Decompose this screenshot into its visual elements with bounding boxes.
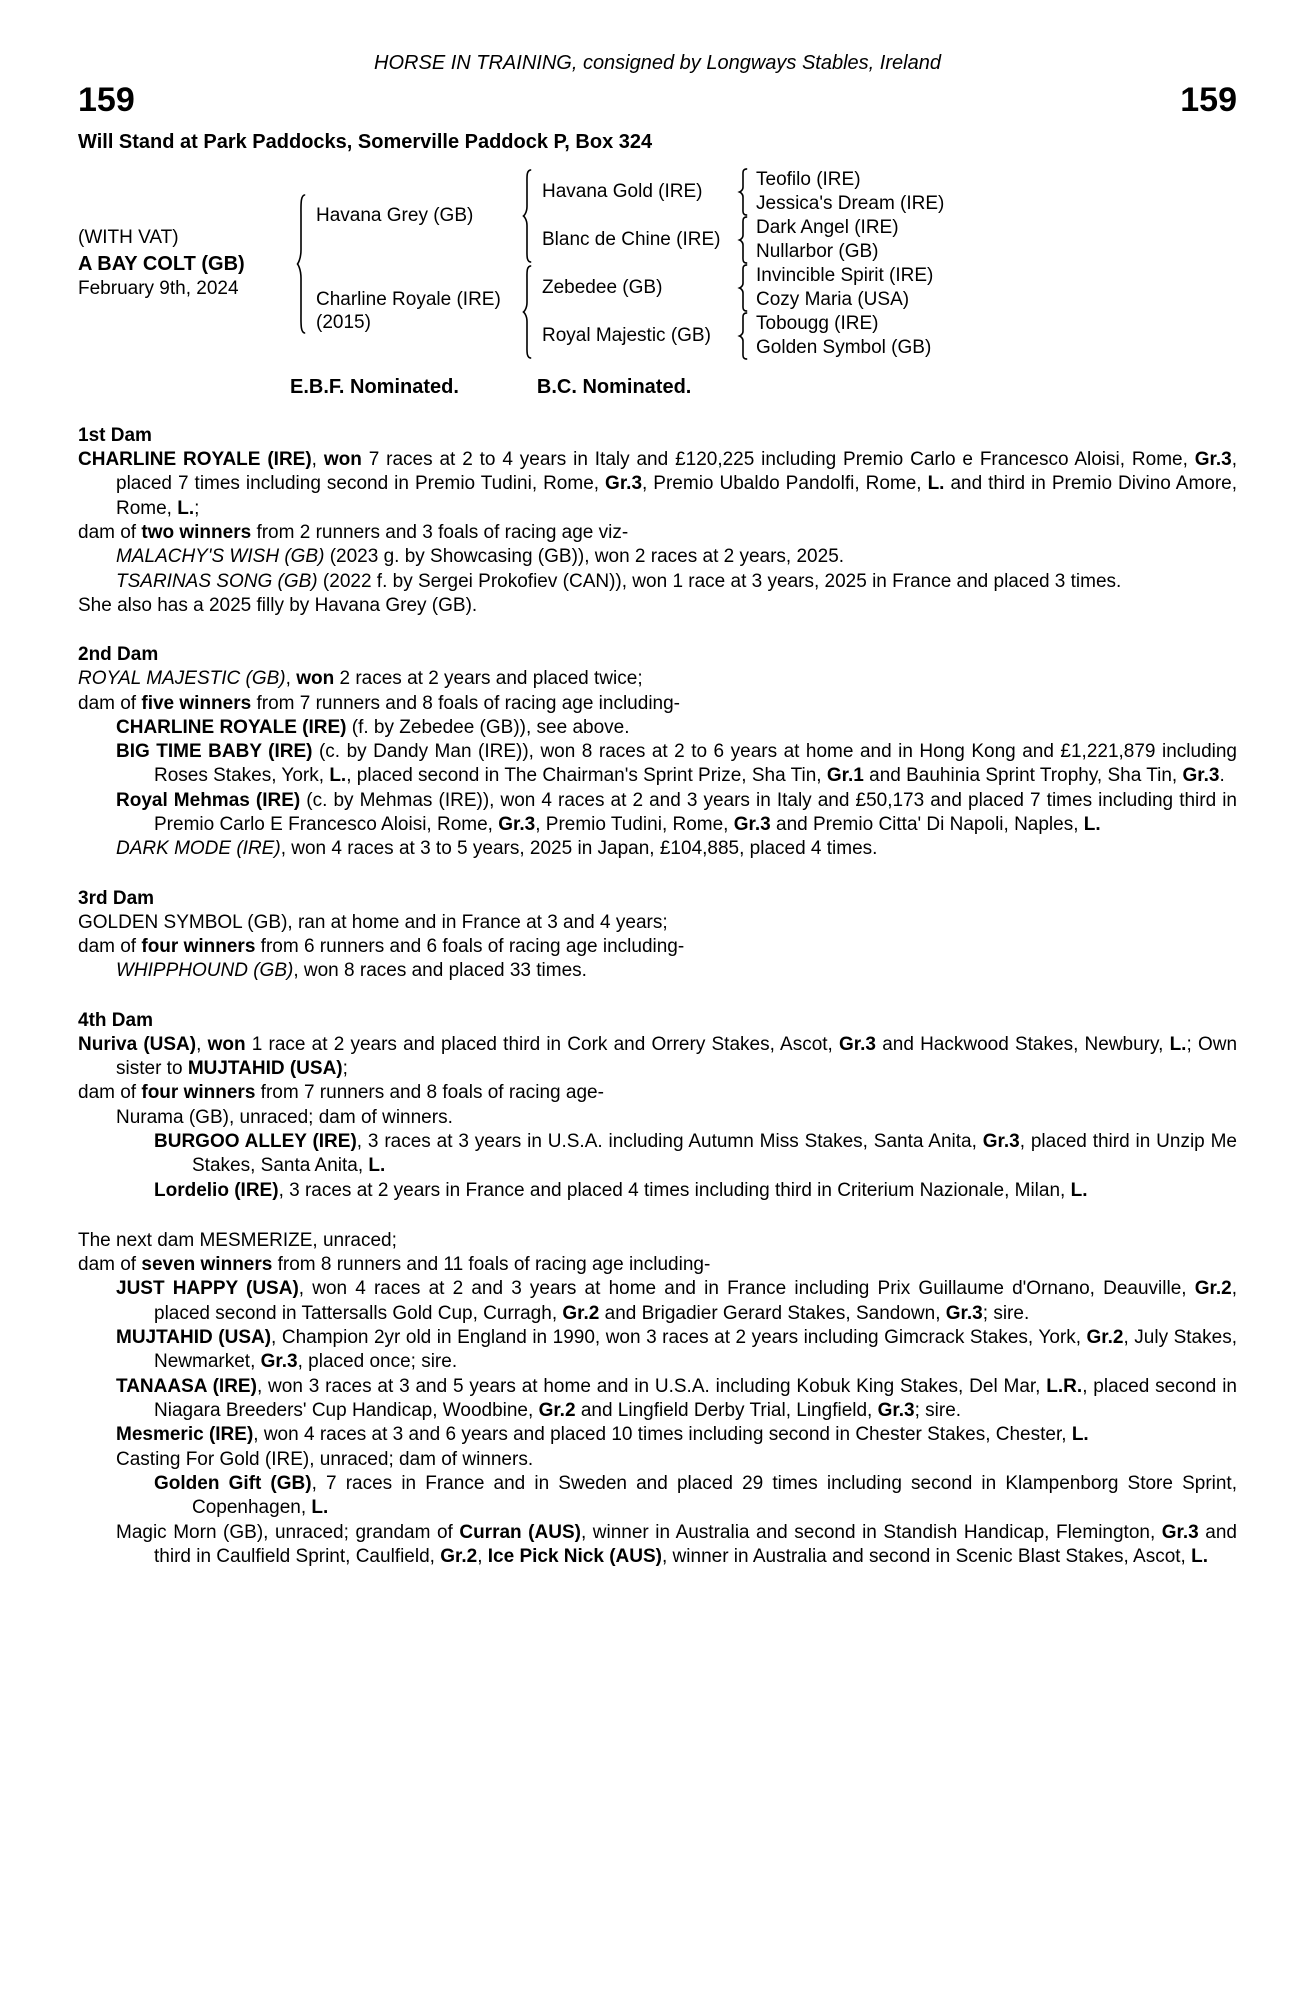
- text-run: five winners: [141, 692, 252, 714]
- dam-name: [316, 264, 516, 360]
- text-run: Gr.3: [1194, 449, 1232, 470]
- text-run: TSARINAS SONG (GB): [116, 570, 318, 592]
- text-run: Gr.3: [260, 1351, 298, 1373]
- dam-name-text: Charline Royale (IRE): [316, 289, 501, 311]
- text-run: , 3 races at 3 years in U.S.A. including Autumn Miss Stakes, Santa Anita,: [356, 1130, 983, 1152]
- pedigree-paragraph: [78, 1179, 1237, 1203]
- pedigree-paragraph: [78, 716, 1237, 740]
- text-run: Gr.3: [877, 1400, 915, 1421]
- text-run: L.: [1070, 1179, 1088, 1201]
- text-run: and Bauhinia Sprint Trophy, Sha Tin,: [863, 765, 1183, 787]
- pedigree-section: [78, 1229, 1237, 1569]
- text-run: L.R.: [1046, 1375, 1083, 1397]
- text-run: , placed second in Tattersalls Gold Cup, Curragh,: [154, 1278, 1237, 1324]
- text-run: ROYAL MAJESTIC (GB): [78, 668, 286, 690]
- pedigree-section: [78, 644, 1237, 862]
- text-run: , winner in Australia and second in Scenic Blast Stakes, Ascot,: [662, 1545, 1192, 1567]
- text-run: , Champion 2yr old in England in 1990, won 3 races at 2 years including Gimcrack Stakes, York,: [271, 1327, 1087, 1349]
- text-run: Mesmeric (IRE): [116, 1424, 254, 1446]
- text-run: , Premio Tudini, Rome,: [535, 814, 734, 836]
- text-run: dam of: [78, 1082, 142, 1104]
- pedigree-brace-gg1: [732, 168, 756, 216]
- ebf-nominated-label: E.B.F. Nominated.: [290, 376, 459, 398]
- pedigree-section: [78, 888, 1237, 984]
- pedigree-paragraph: [78, 594, 1237, 618]
- bc-nominated-label: B.C. Nominated.: [536, 376, 692, 398]
- great-grandparent-6: Cozy Maria (USA): [756, 288, 910, 310]
- great-grandparent-8: Golden Symbol (GB): [756, 336, 932, 358]
- pedigree-paragraph: [78, 1326, 1237, 1375]
- pedigree-paragraph: [78, 1253, 1237, 1277]
- text-run: from 7 runners and 8 foals of racing age-: [255, 1082, 604, 1104]
- text-run: , won 4 races at 3 and 6 years and placed 10 times including second in Chester Stakes, Chester,: [253, 1424, 1072, 1446]
- text-run: ,: [285, 668, 297, 690]
- pedigree-paragraph: [78, 448, 1237, 521]
- text-run: Lordelio (IRE): [154, 1179, 279, 1201]
- text-run: MUJTAHID (USA): [187, 1057, 343, 1079]
- pedigree-brace-main: [290, 192, 316, 336]
- pedigree-table: [78, 168, 1237, 360]
- text-run: (f. by Zebedee (GB)), see above.: [346, 716, 630, 738]
- text-run: , 7 races in France and in Sweden and placed 29 times including second in Klampenborg Store Sprint, Copenhagen,: [192, 1472, 1237, 1519]
- text-run: from 6 runners and 6 foals of racing age including-: [255, 936, 685, 957]
- text-run: four winners: [141, 1082, 256, 1104]
- text-run: ; sire.: [982, 1302, 1030, 1324]
- text-run: L.: [177, 497, 195, 519]
- text-run: won: [296, 668, 335, 690]
- section-heading: 4th Dam: [78, 1009, 153, 1031]
- text-run: Gr.2: [440, 1545, 478, 1567]
- granddam-2: Royal Majestic (GB): [542, 324, 711, 346]
- text-run: Ice Pick Nick (AUS): [487, 1545, 662, 1567]
- text-run: from 2 runners and 3 foals of racing age viz-: [251, 521, 629, 543]
- pedigree-paragraph: [78, 667, 1237, 691]
- nominations-row: [78, 376, 1237, 399]
- section-heading: 3rd Dam: [78, 887, 155, 909]
- great-grandparent-7: Tobougg (IRE): [756, 312, 879, 334]
- pedigree-paragraph: [78, 1106, 1237, 1130]
- text-run: TANAASA (IRE): [116, 1375, 257, 1397]
- text-run: 1 race at 2 years and placed third in Cork and Orrery Stakes, Ascot,: [245, 1033, 840, 1055]
- text-run: Gr.3: [982, 1130, 1020, 1152]
- section-heading: 2nd Dam: [78, 644, 159, 666]
- text-run: Gr.3: [605, 473, 643, 495]
- text-run: ,: [311, 449, 324, 470]
- text-run: ,: [196, 1033, 208, 1055]
- text-run: MALACHY'S WISH (GB): [116, 546, 325, 568]
- text-run: from 7 runners and 8 foals of racing age including-: [251, 692, 681, 714]
- text-run: four winners: [141, 936, 256, 957]
- text-run: (c. by Dandy Man (IRE)), won 8 races at 2 to 6 years at home and in Hong Kong and £1,221,879 including Roses Stakes, York,: [154, 741, 1237, 787]
- text-run: , won 3 races at 3 and 5 years at home and in U.S.A. including Kobuk King Stakes, Del Mar,: [256, 1375, 1047, 1397]
- pedigree-paragraph: [78, 1130, 1237, 1179]
- text-run: BIG TIME BABY (IRE): [116, 741, 313, 763]
- text-run: She also has a 2025 filly by Havana Grey (GB).: [78, 594, 478, 616]
- text-run: , Premio Ubaldo Pandolfi, Rome,: [642, 473, 928, 495]
- text-run: Gr.3: [733, 814, 771, 836]
- pedigree-paragraph: [78, 1277, 1237, 1326]
- pedigree-paragraph: [78, 1033, 1237, 1082]
- text-run: seven winners: [141, 1254, 273, 1276]
- great-grandparent-5: Invincible Spirit (IRE): [756, 264, 934, 286]
- text-run: Gr.3: [1161, 1521, 1199, 1543]
- text-run: L.: [368, 1155, 386, 1177]
- pedigree-paragraph: [78, 1081, 1237, 1105]
- text-run: Gr.3: [945, 1302, 983, 1324]
- text-run: dam of: [78, 521, 142, 543]
- text-run: Gr.1: [826, 765, 864, 787]
- text-run: The next dam MESMERIZE, unraced;: [78, 1229, 397, 1251]
- text-run: dam of: [78, 936, 142, 957]
- pedigree-section: [78, 425, 1237, 618]
- text-run: .: [1219, 765, 1225, 787]
- text-run: , July Stakes, Newmarket,: [154, 1327, 1237, 1373]
- text-run: CHARLINE ROYALE (IRE): [78, 449, 312, 470]
- text-run: DARK MODE (IRE): [116, 838, 281, 860]
- text-run: two winners: [141, 521, 252, 543]
- pedigree-brace-dam: [516, 264, 542, 360]
- text-run: GOLDEN SYMBOL (GB), ran at home and in France at 3 and 4 years;: [78, 911, 668, 933]
- pedigree-brace-gg2: [732, 216, 756, 264]
- pedigree-paragraph: [78, 545, 1237, 569]
- text-run: ; sire.: [914, 1400, 962, 1421]
- text-run: , placed third in Unzip Me Stakes, Santa Anita,: [192, 1130, 1237, 1177]
- sire-name: Havana Grey (GB): [316, 204, 474, 226]
- horse-name: A BAY COLT (GB): [78, 253, 245, 275]
- pedigree-paragraph: [78, 1448, 1237, 1472]
- text-run: Royal Mehmas (IRE): [116, 789, 301, 811]
- text-run: Gr.2: [562, 1302, 600, 1324]
- produce-record: [78, 425, 1237, 1569]
- text-run: Gr.3: [839, 1033, 876, 1055]
- horse-info: [78, 168, 290, 360]
- text-run: 2 races at 2 years and placed twice;: [334, 668, 643, 690]
- dam-year: (2015): [316, 312, 371, 333]
- text-run: , won 4 races at 3 to 5 years, 2025 in Japan, £104,885, placed 4 times.: [280, 838, 878, 860]
- pedigree-paragraph: [78, 911, 1237, 935]
- text-run: and Hackwood Stakes, Newbury,: [876, 1033, 1170, 1055]
- pedigree-paragraph: [78, 1375, 1237, 1424]
- great-grandparent-3: Dark Angel (IRE): [756, 216, 899, 238]
- pedigree-paragraph: [78, 692, 1237, 716]
- pedigree-paragraph: [78, 1521, 1237, 1570]
- text-run: and Lingfield Derby Trial, Lingfield,: [575, 1400, 878, 1421]
- pedigree-paragraph: [78, 570, 1237, 594]
- great-grandparent-1: Teofilo (IRE): [756, 168, 861, 190]
- text-run: (2023 g. by Showcasing (GB)), won 2 races at 2 years, 2025.: [324, 546, 845, 568]
- pedigree-paragraph: [78, 1229, 1237, 1253]
- pedigree-brace-gg4: [732, 312, 756, 360]
- text-run: (2022 f. by Sergei Prokofiev (CAN)), won 1 race at 3 years, 2025 in France and placed 3 times.: [317, 570, 1122, 592]
- text-run: Gr.2: [538, 1400, 576, 1421]
- text-run: (c. by Mehmas (IRE)), won 4 races at 2 and 3 years in Italy and £50,173 and placed 7 times including third in Premio Carlo E Francesco Aloisi, Rome,: [154, 789, 1237, 836]
- text-run: Gr.3: [498, 814, 536, 836]
- section-heading: 1st Dam: [78, 425, 152, 446]
- pedigree-paragraph: [78, 959, 1237, 983]
- text-run: Gr.3: [1182, 765, 1220, 787]
- text-run: , placed second in The Chairman's Sprint Prize, Sha Tin,: [346, 765, 827, 787]
- text-run: 7 races at 2 to 4 years in Italy and £120,225 including Premio Carlo e Francesco Aloisi, Rome,: [361, 449, 1195, 470]
- text-run: and third in Premio Divino Amore, Rome,: [116, 473, 1238, 519]
- text-run: , placed second in Niagara Breeders' Cup Handicap, Woodbine,: [154, 1375, 1237, 1421]
- text-run: ; Own sister to: [116, 1033, 1238, 1079]
- stand-location-line: Will Stand at Park Paddocks, Somerville Paddock P, Box 324: [78, 131, 653, 153]
- text-run: Gr.2: [1086, 1327, 1124, 1349]
- text-run: dam of: [78, 692, 142, 714]
- text-run: L.: [1191, 1545, 1209, 1567]
- text-run: Curran (AUS): [459, 1521, 581, 1543]
- text-run: , won 4 races at 2 and 3 years at home and in France including Prix Guillaume d'Ornano, Deauville,: [298, 1278, 1195, 1300]
- text-run: L.: [329, 765, 347, 787]
- text-run: ;: [342, 1057, 348, 1079]
- text-run: L.: [1169, 1033, 1187, 1055]
- text-run: Nurama (GB), unraced; dam of winners.: [116, 1106, 453, 1128]
- pedigree-paragraph: [78, 837, 1237, 861]
- text-run: , winner in Australia and second in Standish Handicap, Flemington,: [580, 1521, 1162, 1543]
- text-run: L.: [1083, 814, 1101, 836]
- pedigree-paragraph: [78, 1472, 1237, 1521]
- text-run: Magic Morn (GB), unraced; grandam of: [116, 1521, 460, 1543]
- text-run: from 8 runners and 11 foals of racing age including-: [272, 1254, 711, 1276]
- grandsire-1: Havana Gold (IRE): [542, 180, 703, 202]
- text-run: CHARLINE ROYALE (IRE): [116, 716, 347, 738]
- text-run: ,: [477, 1545, 488, 1567]
- text-run: L.: [927, 473, 945, 495]
- pedigree-section: [78, 1010, 1237, 1203]
- pedigree-paragraph: [78, 935, 1237, 959]
- pedigree-brace-sire: [516, 168, 542, 264]
- text-run: and Brigadier Gerard Stakes, Sandown,: [599, 1302, 946, 1324]
- vat-note: (WITH VAT): [78, 227, 179, 249]
- great-grandparent-4: Nullarbor (GB): [756, 240, 879, 262]
- text-run: , placed 7 times including second in Premio Tudini, Rome,: [116, 449, 1238, 495]
- pedigree-paragraph: [78, 1423, 1237, 1447]
- lot-number-right: 159: [1180, 81, 1237, 119]
- pedigree-paragraph: [78, 789, 1237, 838]
- text-run: , 3 races at 2 years in France and placed 4 times including third in Criterium Nazionale, Milan,: [278, 1179, 1071, 1201]
- text-run: L.: [311, 1497, 329, 1519]
- text-run: Nuriva (USA): [78, 1033, 197, 1055]
- text-run: , won 8 races and placed 33 times.: [293, 960, 587, 982]
- grandsire-2: Zebedee (GB): [542, 276, 663, 298]
- pedigree-paragraph: [78, 521, 1237, 545]
- lot-number-row: [78, 83, 1237, 117]
- foal-date: February 9th, 2024: [78, 278, 239, 299]
- text-run: Golden Gift (GB): [154, 1472, 312, 1494]
- text-run: Casting For Gold (IRE), unraced; dam of winners.: [116, 1448, 534, 1470]
- text-run: WHIPPHOUND (GB): [116, 960, 294, 982]
- text-run: and Premio Citta' Di Napoli, Naples,: [770, 814, 1084, 836]
- text-run: won: [207, 1033, 246, 1055]
- text-run: , placed once; sire.: [297, 1351, 458, 1373]
- text-run: Gr.2: [1194, 1278, 1232, 1300]
- consignor-line: HORSE IN TRAINING, consigned by Longways Stables, Ireland: [374, 52, 941, 74]
- text-run: L.: [1071, 1424, 1089, 1446]
- text-run: JUST HAPPY (USA): [116, 1278, 299, 1300]
- text-run: ;: [194, 497, 200, 519]
- text-run: and third in Caulfield Sprint, Caulfield,: [154, 1521, 1238, 1567]
- text-run: won: [323, 449, 362, 470]
- great-grandparent-2: Jessica's Dream (IRE): [756, 192, 945, 214]
- text-run: BURGOO ALLEY (IRE): [154, 1130, 357, 1152]
- text-run: dam of: [78, 1254, 142, 1276]
- granddam-1: Blanc de Chine (IRE): [542, 228, 721, 250]
- lot-number-left: 159: [78, 81, 135, 119]
- pedigree-paragraph: [78, 740, 1237, 789]
- text-run: MUJTAHID (USA): [116, 1327, 272, 1349]
- pedigree-brace-gg3: [732, 264, 756, 312]
